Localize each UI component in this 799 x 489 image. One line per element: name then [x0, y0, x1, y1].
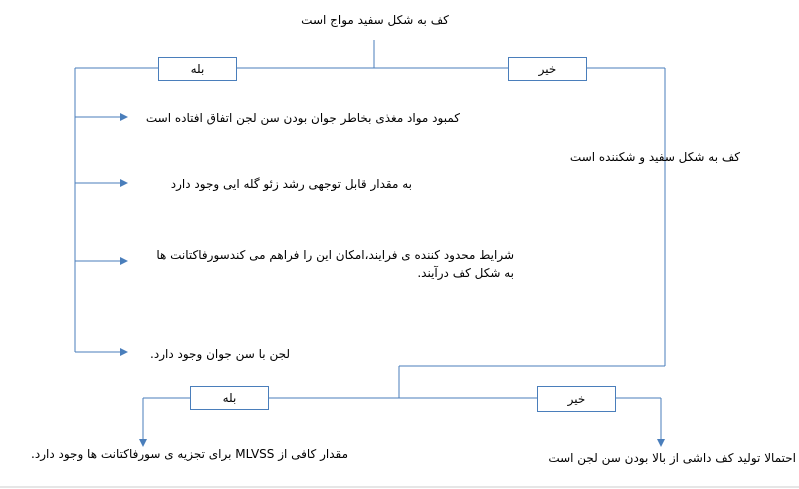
no-box-1: خیر: [508, 57, 587, 81]
yes-result-2: مقدار کافی از MLVSS برای تجزیه ی سورفاکتانت ها وجود دارد.: [31, 447, 348, 461]
yes-item-3-line1: شرایط محدود کننده ی فرایند،امکان این را فراهم می کندسورفاکتانت ها: [156, 248, 514, 262]
yes-item-4: لجن با سن جوان وجود دارد.: [150, 347, 290, 361]
no-box-2: خیر: [537, 386, 616, 412]
yes-box-1: بله: [158, 57, 237, 81]
yes-item-2: به مقدار قابل توجهی رشد زئو گله ایی وجود دارد: [170, 177, 412, 191]
no-result-2: احتمالا تولید کف داشی از بالا بودن سن لجن است: [548, 451, 796, 465]
root-question: کف به شکل سفید مواج است: [301, 13, 449, 27]
yes-item-1: کمبود مواد مغذی بخاطر جوان بودن سن لجن اتفاق افتاده است: [145, 111, 460, 125]
no-result-1: کف به شکل سفید و شکننده است: [569, 150, 740, 164]
yes-item-3-line2: به شکل کف درآیند.: [417, 266, 514, 280]
yes-box-2: بله: [190, 386, 269, 410]
